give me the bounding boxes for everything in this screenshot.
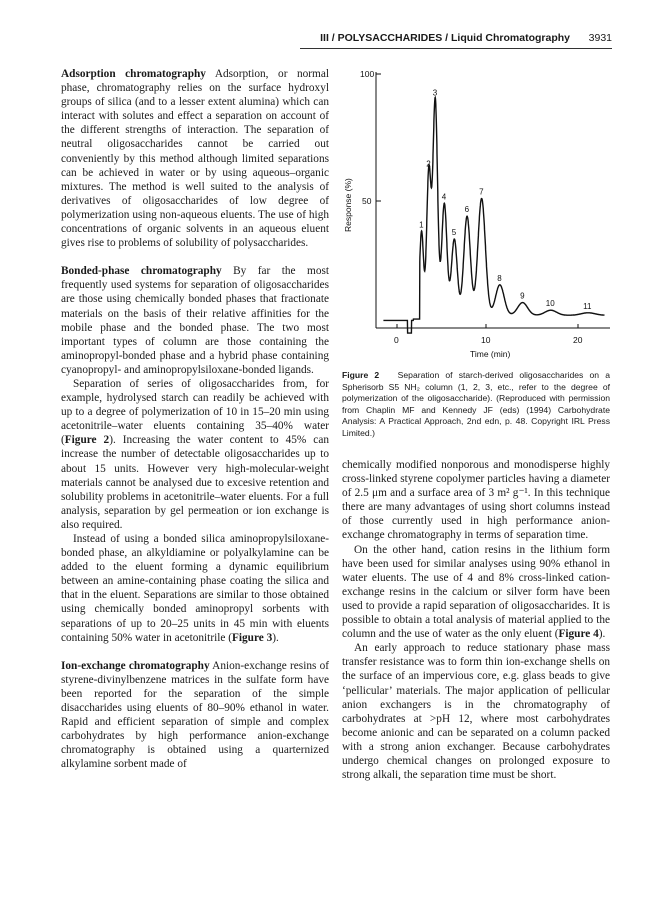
chromatogram-chart [340,62,610,362]
left-column [61,67,329,772]
chromatogram-trace [383,97,604,333]
peak-label: 3 [432,88,438,98]
ion-exchange-paragraph: Ion-exchange chromatography Anion-exchange resins of styrene-divinylbenzene matrices in the sulfate form have been reported for the separation of the simple disaccharides using eluents of 80–90% ethanol in water. Rapid and efficient separation of simple and complex carbohydrates by high performance anion-exchange chromatography is obtained using a quarternized alkylamine sorbent made of [61,659,329,771]
peak-labels [419,88,592,310]
peak-label: 6 [464,205,470,215]
running-header [300,30,612,49]
peak-label: 1 [419,220,424,230]
peak-label: 5 [451,228,457,238]
separation-paragraph: Separation of series of oligosaccharides from, for example, hydrolysed starch can readily be achieved with up to a degree of polymerization of 10 in 15–20 min using acetonitrile–water eluents containing 35–40% water (Figure 2). Increasing the water content to 45% can increase the number of detectable oligosaccharides up to about 15 units. However very high-molecular-weight materials cannot be analysed due to excesive retention and solubility problems in acetonitrile–water eluents. For a full analysis, separation by gel permeation or ion exchange is also required. [61,377,329,531]
pellicular-paragraph: An early approach to reduce stationary phase mass transfer resistance was to form thin ion-exchange shells on the surface of an impervious core, e.g. glass beads to give ‘pellicular’ materials. The major application of pellicular anion exchangers is in the chromatography of carbohydrates at >pH 12, where most carbohydrates become anionic and can be separated on a column packed with a strong anion exchanger. Because carbohydrates undergo chemical changes on prolonged exposure to strong alkali, the separation time must be short. [342,642,610,782]
page-number: 3931 [588,32,612,44]
y-tick-100: 100 [360,69,375,79]
adsorption-paragraph: Adsorption chromatography Adsorption, or normal phase, chromatography relies on the surface hydroxyl groups of silica (and to a lesser extent alumina) which can interact with solutes and effect a separation on account of the different strengths of interaction. The separation of neutral oligosaccharides cannot be carried out conveniently by this method although limited separations can be achieved in water or by using aqueous–organic mixtures. The method is well suited to the analysis of derivatives of oligosaccharides of low degree of polymerization using non-aqueous eluents. The use of high concentrations of organic solvents in an aqueous eluent gives rise to problems of solubility of polysaccharides. [61,68,329,250]
x-axis-label: Time (min) [470,349,511,359]
peak-label: 11 [583,301,592,311]
y-tick-50: 50 [362,196,372,206]
figure-2-reference[interactable]: Figure 2 [64,434,110,447]
cation-resins-paragraph: On the other hand, cation resins in the lithium form have been used for similar analyses using 90% ethanol in water eluents. The use of 4 and 8% cross-linked cation-exchange resins in the calcium or silver form have been used to provide a rapid separation of oligosaccharides. It is possible to obtain a total analysis of material applied to the column and the use of water as the only eluent (Figure 4). [342,543,610,641]
section-heading-bonded-phase: Bonded-phase chromatography [61,265,222,278]
running-title: III / POLYSACCHARIDES / Liquid Chromatography [320,32,570,44]
x-tick-0: 0 [394,335,399,345]
section-heading-adsorption: Adsorption chromatography [61,68,206,80]
peak-label: 7 [479,187,484,197]
y-axis-label: Response (%) [343,178,353,232]
figure-label: Figure 2 [342,370,380,380]
sorbent-paragraph: chemically modified nonporous and monodisperse highly cross-linked styrene copolymer particles having a diameter of 2.5 μm and a surface area of 3 m² g⁻¹. In this technique there are many advantages of using short columns instead of those currently used in high performance anion-exchange chromatography in terms of separation time. [342,459,610,542]
figure-4-reference[interactable]: Figure 4 [558,628,599,641]
peak-label: 2 [426,159,431,169]
peak-label: 8 [497,273,502,283]
chromatogram-figure [340,62,610,362]
chart-axes [376,72,610,328]
figure-caption [342,370,610,440]
peak-label: 4 [441,192,447,202]
instead-paragraph: Instead of using a bonded silica aminopropylsiloxane-bonded phase, an alkyldiamine or polyalkylamine can be added to the eluent forming a dynamic equilibrium between an amine-containing phase coating the silica and that in the eluent. Separations are similar to those obtained using chemically bonded aminopropyl sorbents with separations of up to 20–25 units in 45 min with eluents containing 50% water in acetonitrile (Figure 3). [61,533,329,644]
peak-label: 9 [520,291,525,301]
peak-label: 10 [545,299,555,309]
figure-3-reference[interactable]: Figure 3 [231,631,273,644]
x-tick-20: 20 [573,335,583,345]
right-column [342,458,610,782]
x-tick-10: 10 [481,335,491,345]
section-heading-ion-exchange: Ion-exchange chromatography [61,659,210,672]
bonded-phase-paragraph: Bonded-phase chromatography By far the most frequently used systems for separation of oligosaccharides are those using chemically bonded phases that fractionate materials on the basis of their relative affinities for the mobile phase and the bonded phase. The two most important types of column are those containing the aminopropyl-bonded phase and a hybrid phase containing cyanopropyl- and aminopropylsiloxane-bonded ligands. [61,265,329,376]
chart-tick-labels [343,69,583,359]
figure-caption-text: Separation of starch-derived oligosaccharides on a Spherisorb S5 NH₂ column (1, 2, 3, etc., refer to the degree of polymerization of the oligosaccharide). (Reproduced with permission from Chaplin MF and Kennedy JF (eds) (1994) Carbohydrate Analysis: A Practical Approach, 2nd edn, p. 48. Copyright IRL Press Limited.) [342,370,610,438]
